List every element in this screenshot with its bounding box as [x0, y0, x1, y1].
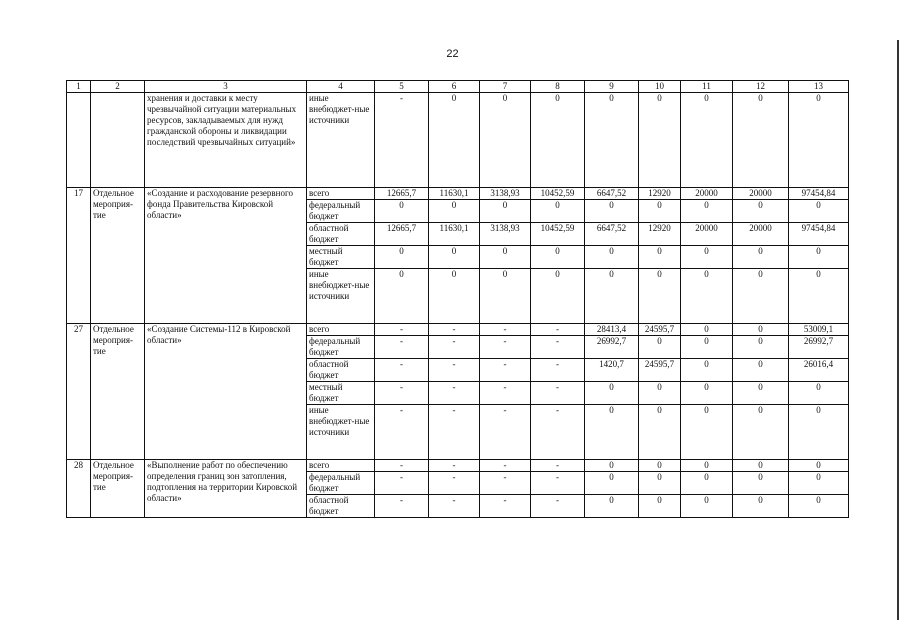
value-cell: - [375, 472, 429, 495]
value-cell: - [480, 382, 531, 405]
value-cell: 0 [585, 246, 639, 269]
table-header [67, 81, 849, 93]
type-cell: Отдельное мероприя-тие [91, 188, 145, 324]
value-cell: 0 [639, 93, 681, 188]
value-cell: 0 [639, 460, 681, 472]
column-header: 3 [145, 81, 307, 93]
source-cell: областной бюджет [307, 495, 375, 518]
source-cell: федеральный бюджет [307, 472, 375, 495]
value-cell: 0 [531, 93, 585, 188]
name-cell: «Создание и расходование резервного фонда Правительства Кировской области» [145, 188, 307, 324]
value-cell: 0 [585, 93, 639, 188]
value-cell: 0 [789, 200, 849, 223]
value-cell: 0 [681, 336, 733, 359]
value-cell: 0 [585, 495, 639, 518]
value-cell: 0 [480, 269, 531, 324]
column-header: 5 [375, 81, 429, 93]
value-cell: - [480, 405, 531, 460]
source-cell: местный бюджет [307, 246, 375, 269]
value-cell: - [480, 359, 531, 382]
value-cell: - [531, 324, 585, 336]
value-cell: 0 [733, 269, 789, 324]
value-cell: - [429, 460, 480, 472]
value-cell: 0 [681, 472, 733, 495]
value-cell: 0 [733, 460, 789, 472]
value-cell: 0 [681, 246, 733, 269]
value-cell: 0 [681, 93, 733, 188]
name-cell: хранения и доставки к месту чрезвычайной ситуации материальных ресурсов, закладываемых для нужд гражданской обороны и ликвидации последствий чрезвычайных ситуаций» [145, 93, 307, 188]
value-cell: 0 [639, 200, 681, 223]
value-cell: 0 [429, 269, 480, 324]
page-number: 22 [446, 48, 459, 60]
value-cell: 20000 [733, 188, 789, 200]
value-cell: 0 [375, 269, 429, 324]
value-cell: 0 [789, 472, 849, 495]
value-cell: 0 [681, 200, 733, 223]
value-cell: 0 [480, 200, 531, 223]
row-id-cell: 17 [67, 188, 91, 324]
value-cell: 0 [733, 324, 789, 336]
value-cell: - [531, 382, 585, 405]
value-cell: - [531, 359, 585, 382]
value-cell: - [429, 405, 480, 460]
value-cell: 0 [789, 495, 849, 518]
value-cell: 0 [681, 405, 733, 460]
value-cell: 10452,59 [531, 223, 585, 246]
table-row [67, 460, 849, 472]
value-cell: 3138,93 [480, 188, 531, 200]
value-cell: 0 [733, 93, 789, 188]
column-header: 13 [789, 81, 849, 93]
value-cell: 12665,7 [375, 188, 429, 200]
value-cell: 0 [733, 472, 789, 495]
row-id-cell: 28 [67, 460, 91, 518]
source-cell: иные внебюджет-ные источники [307, 405, 375, 460]
value-cell: 0 [429, 246, 480, 269]
value-cell: 0 [789, 382, 849, 405]
source-cell: всего [307, 188, 375, 200]
source-cell: федеральный бюджет [307, 200, 375, 223]
value-cell: 6647,52 [585, 223, 639, 246]
value-cell: 0 [585, 382, 639, 405]
value-cell: 0 [681, 460, 733, 472]
type-cell: Отдельное мероприя-тие [91, 324, 145, 460]
value-cell: - [375, 495, 429, 518]
value-cell: 0 [789, 269, 849, 324]
value-cell: 20000 [733, 223, 789, 246]
value-cell: 0 [375, 246, 429, 269]
source-cell: местный бюджет [307, 382, 375, 405]
value-cell: 0 [789, 246, 849, 269]
value-cell: 0 [585, 472, 639, 495]
source-cell: областной бюджет [307, 359, 375, 382]
value-cell: 0 [585, 200, 639, 223]
value-cell: 0 [639, 472, 681, 495]
value-cell: - [375, 405, 429, 460]
value-cell: - [375, 93, 429, 188]
value-cell: 0 [639, 405, 681, 460]
value-cell: 0 [639, 269, 681, 324]
source-cell: областной бюджет [307, 223, 375, 246]
column-header: 4 [307, 81, 375, 93]
value-cell: - [429, 382, 480, 405]
value-cell: 20000 [681, 188, 733, 200]
value-cell: 0 [733, 336, 789, 359]
value-cell: 12920 [639, 223, 681, 246]
value-cell: - [375, 359, 429, 382]
value-cell: 0 [639, 336, 681, 359]
value-cell: 0 [733, 359, 789, 382]
source-cell: федеральный бюджет [307, 336, 375, 359]
value-cell: - [480, 324, 531, 336]
value-cell: 0 [681, 359, 733, 382]
value-cell: - [429, 324, 480, 336]
value-cell: 0 [429, 93, 480, 188]
source-cell: всего [307, 324, 375, 336]
value-cell: 0 [733, 495, 789, 518]
value-cell: 28413,4 [585, 324, 639, 336]
column-header: 8 [531, 81, 585, 93]
value-cell: 0 [733, 200, 789, 223]
value-cell: 0 [733, 405, 789, 460]
value-cell: 0 [480, 246, 531, 269]
column-header: 11 [681, 81, 733, 93]
value-cell: 0 [585, 269, 639, 324]
value-cell: - [531, 472, 585, 495]
column-header: 9 [585, 81, 639, 93]
value-cell: - [531, 336, 585, 359]
column-header: 1 [67, 81, 91, 93]
row-id-cell: 27 [67, 324, 91, 460]
source-cell: всего [307, 460, 375, 472]
value-cell: 0 [585, 460, 639, 472]
table-row [67, 188, 849, 200]
value-cell: - [375, 460, 429, 472]
type-cell: Отдельное мероприя-тие [91, 460, 145, 518]
value-cell: - [375, 382, 429, 405]
value-cell: - [429, 472, 480, 495]
value-cell: 26992,7 [789, 336, 849, 359]
value-cell: 12920 [639, 188, 681, 200]
value-cell: 97454,84 [789, 188, 849, 200]
row-id-cell [67, 93, 91, 188]
value-cell: 24595,7 [639, 324, 681, 336]
value-cell: 0 [681, 324, 733, 336]
value-cell: 12665,7 [375, 223, 429, 246]
source-cell: иные внебюджет-ные источники [307, 269, 375, 324]
value-cell: 0 [480, 93, 531, 188]
value-cell: 0 [639, 382, 681, 405]
value-cell: - [480, 495, 531, 518]
value-cell: - [429, 359, 480, 382]
value-cell: 11630,1 [429, 188, 480, 200]
table-row [67, 93, 849, 188]
value-cell: 0 [531, 269, 585, 324]
name-cell: «Выполнение работ по обеспечению определения границ зон затопления, подтопления на территории Кировской области» [145, 460, 307, 518]
value-cell: 97454,84 [789, 223, 849, 246]
value-cell: - [531, 460, 585, 472]
source-cell: иные внебюджет-ные источники [307, 93, 375, 188]
value-cell: 11630,1 [429, 223, 480, 246]
table-row [67, 324, 849, 336]
value-cell: 3138,93 [480, 223, 531, 246]
value-cell: 24595,7 [639, 359, 681, 382]
value-cell: - [375, 336, 429, 359]
value-cell: 26992,7 [585, 336, 639, 359]
value-cell: - [429, 495, 480, 518]
value-cell: 0 [733, 246, 789, 269]
value-cell: - [480, 472, 531, 495]
column-header: 7 [480, 81, 531, 93]
value-cell: - [375, 324, 429, 336]
value-cell: 20000 [681, 223, 733, 246]
value-cell: 6647,52 [585, 188, 639, 200]
value-cell: 0 [789, 405, 849, 460]
value-cell: 0 [531, 200, 585, 223]
value-cell: 1420,7 [585, 359, 639, 382]
value-cell: 0 [681, 495, 733, 518]
value-cell: 0 [531, 246, 585, 269]
value-cell: 0 [639, 246, 681, 269]
scan-edge-line [897, 40, 899, 620]
value-cell: - [429, 336, 480, 359]
value-cell: 0 [681, 382, 733, 405]
value-cell: 0 [681, 269, 733, 324]
value-cell: 0 [585, 405, 639, 460]
column-header: 12 [733, 81, 789, 93]
value-cell: 0 [733, 382, 789, 405]
budget-table [66, 80, 849, 518]
value-cell: 0 [789, 93, 849, 188]
type-cell [91, 93, 145, 188]
value-cell: 0 [429, 200, 480, 223]
name-cell: «Создание Системы-112 в Кировской области» [145, 324, 307, 460]
value-cell: 0 [375, 200, 429, 223]
value-cell: - [531, 495, 585, 518]
value-cell: - [480, 460, 531, 472]
value-cell: 0 [789, 460, 849, 472]
column-header: 2 [91, 81, 145, 93]
value-cell: - [480, 336, 531, 359]
column-header: 6 [429, 81, 480, 93]
value-cell: - [531, 405, 585, 460]
column-header: 10 [639, 81, 681, 93]
value-cell: 10452,59 [531, 188, 585, 200]
value-cell: 53009,1 [789, 324, 849, 336]
value-cell: 26016,4 [789, 359, 849, 382]
value-cell: 0 [639, 495, 681, 518]
